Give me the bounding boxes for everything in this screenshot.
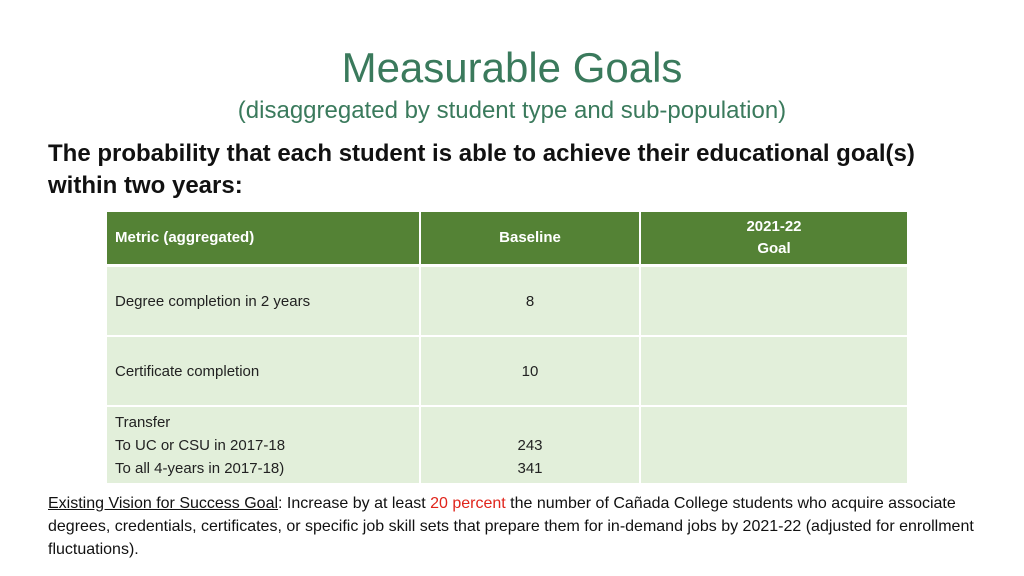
metric-cell <box>107 406 420 484</box>
goal-cell <box>640 336 908 406</box>
column-header-baseline: Baseline <box>420 212 640 266</box>
table-row <box>107 336 908 406</box>
column-header-metric: Metric (aggregated) <box>107 212 420 266</box>
table-row <box>107 266 908 337</box>
vision-goal-highlight: 20 percent <box>430 495 506 512</box>
baseline-cell: 8 <box>420 266 640 337</box>
goal-header-year: 2021-22 <box>746 218 802 235</box>
baseline-cell <box>420 406 640 484</box>
vision-goal-note <box>48 492 978 561</box>
vision-goal-label: Existing Vision for Success Goal <box>48 495 279 512</box>
goal-header-label: Goal <box>757 240 791 257</box>
lead-statement: The probability that each student is able to achieve their educational goal(s) within two years: <box>48 140 915 199</box>
goal-cell <box>640 406 908 484</box>
vision-goal-text-after: the number of Cañada College students who acquire associate degrees, credentials, certificates, or specific job skill sets that prepare them for in-demand jobs by 2021-22 (adjusted for enrollment fluctuations). <box>48 495 974 558</box>
transfer-uc-csu-value: 243 <box>517 436 543 454</box>
slide-subtitle: (disaggregated by student type and sub-population) <box>237 97 787 124</box>
transfer-all-label: To all 4-years in 2017-18) <box>115 459 285 477</box>
metric-cell: Degree completion in 2 years <box>107 266 420 337</box>
slide-title: Measurable Goals <box>341 44 683 91</box>
vision-goal-text-before: : Increase by at least <box>278 495 431 512</box>
column-header-goal <box>640 212 908 266</box>
metric-cell: Certificate completion <box>107 336 420 406</box>
transfer-uc-csu-label: To UC or CSU in 2017-18 <box>115 436 286 454</box>
baseline-cell: 10 <box>420 336 640 406</box>
goal-cell <box>640 266 908 337</box>
metrics-table <box>107 212 909 485</box>
transfer-all-value: 341 <box>517 459 543 477</box>
table-row <box>107 406 908 484</box>
table-header-row <box>107 212 908 266</box>
transfer-label: Transfer <box>115 413 171 431</box>
